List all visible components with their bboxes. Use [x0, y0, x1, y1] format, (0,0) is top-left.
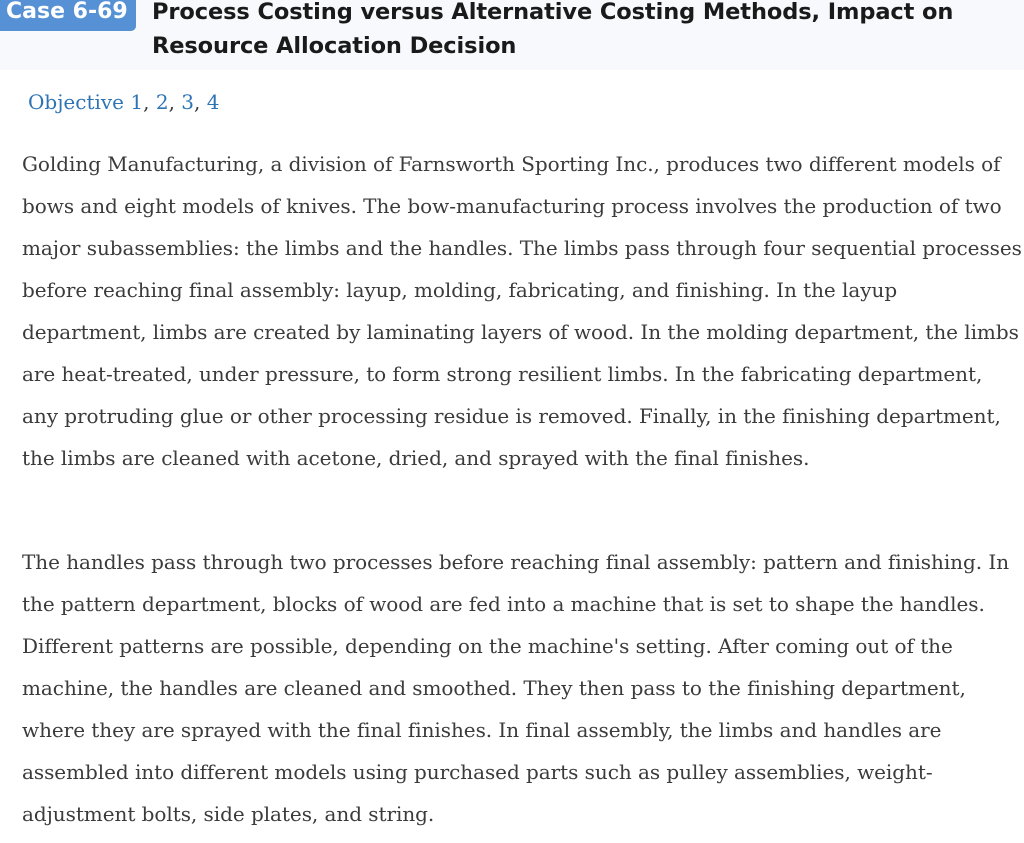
objective-separator: , — [143, 90, 150, 114]
objective-label-link[interactable]: Objective 1 — [28, 90, 144, 114]
learning-objectives — [28, 88, 219, 116]
objective-separator: , — [194, 90, 201, 114]
objective-link-3[interactable]: 3 — [181, 90, 195, 114]
objective-link-2[interactable]: 2 — [155, 90, 169, 114]
case-number-badge: Case 6-69 — [0, 0, 136, 31]
case-paragraph-2: The handles pass through two processes before reaching final assembly: pattern and finishing. In the pattern department, blocks of wood are fed into a machine that is set to shape the handles. Different patterns are possible, depending on the machine's setting. After coming out of the machine, the handles are cleaned and smoothed. They then pass to the finishing department, where they are sprayed with the final finishes. In final assembly, the limbs and handles are assembled into different models using purchased parts such as pulley assemblies, weight-adjustment bolts, side plates, and string. — [22, 550, 1010, 826]
case-header — [0, 0, 1024, 70]
case-title: Process Costing versus Alternative Costing Methods, Impact on Resource Allocation Decision — [152, 0, 954, 59]
objective-separator: , — [168, 90, 175, 114]
case-paragraph-1: Golding Manufacturing, a division of Farnsworth Sporting Inc., produces two different models of bows and eight models of knives. The bow-manufacturing process involves the production of two major subassemblies: the limbs and the handles. The limbs pass through four sequential processes before reaching final assembly: layup, molding, fabricating, and finishing. In the layup department, limbs are created by laminating layers of wood. In the molding department, the limbs are heat-treated, under pressure, to form strong resilient limbs. In the fabricating department, any protruding glue or other processing residue is removed. Finally, in the finishing department, the limbs are cleaned with acetone, dried, and sprayed with the final finishes. — [22, 152, 1022, 470]
objective-link-4[interactable]: 4 — [206, 90, 220, 114]
